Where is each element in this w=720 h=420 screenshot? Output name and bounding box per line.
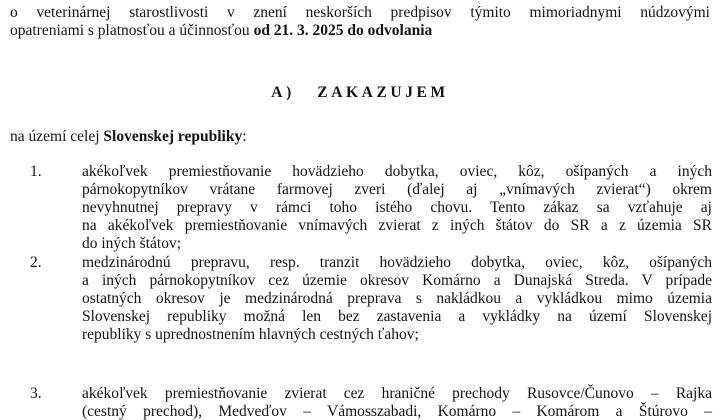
item-number: 3. xyxy=(30,385,42,402)
item-line: republiky s uprednostnením hlavných cestných ťahov; xyxy=(82,326,419,343)
scope-prefix: na území celej xyxy=(10,128,104,145)
item-line: do iných štátov; xyxy=(82,235,182,252)
item-text xyxy=(82,254,712,344)
intro-line-2-text: opatreniami s platnosťou a účinnosťou xyxy=(10,22,254,39)
item-number: 1. xyxy=(30,163,42,180)
scope-country: Slovenskej republiky xyxy=(103,128,243,145)
item-line: a iných párnokopytníkov cez územie okresov Komárno a Dunajská Streda. V prípade xyxy=(82,272,712,289)
intro-paragraph xyxy=(10,4,710,40)
item-line: párnokopytníkov vrátane farmovej zveri (ďalej aj „vnímavých zvierat“) okrem xyxy=(82,181,712,198)
item-line: Slovenskej republiky možná len bez zastavenia a vykládky na území Slovenskej xyxy=(82,308,712,325)
section-title: ZAKAZUJEM xyxy=(317,84,449,101)
item-line: akékoľvek premiestňovanie hovädzieho dobytka, oviec, kôz, ošípaných a iných xyxy=(82,163,712,180)
item-line: nevyhnutnej prepravy v rámci toho istého chovu. Tento zákaz sa vzťahuje aj xyxy=(82,199,712,216)
item-line: (cestný prechod), Medveďov – Vámosszabadi, Komárno – Komárom a Štúrovo – xyxy=(82,403,712,420)
section-heading xyxy=(0,84,720,102)
section-letter: A) xyxy=(271,84,295,101)
item-line: na akékoľvek premiestňovanie vnímavých zvierat z iných štátov do SR a z územia SR xyxy=(82,217,712,234)
intro-line-2 xyxy=(10,22,710,40)
intro-line-1: o veterinárnej starostlivosti v znení neskorších predpisov týmito mimoriadnymi núdzovými xyxy=(10,4,710,21)
scope-line xyxy=(10,128,247,146)
item-number: 2. xyxy=(30,254,42,271)
scope-suffix: : xyxy=(242,128,247,145)
validity-date: od 21. 3. 2025 do odvolania xyxy=(253,22,433,39)
item-line: medzinárodnú prepravu, resp. tranzit hovädzieho dobytka, oviec, kôz, ošípaných xyxy=(82,254,712,271)
item-text xyxy=(82,163,712,253)
item-line: akékoľvek premiestňovanie zvierat cez hraničné prechody Rusovce/Čunovo – Rajka xyxy=(82,385,712,402)
item-text xyxy=(82,385,712,420)
item-line: ostatných okresov je medzinárodná preprava s nakládkou a vykládkou mimo územia xyxy=(82,290,712,307)
